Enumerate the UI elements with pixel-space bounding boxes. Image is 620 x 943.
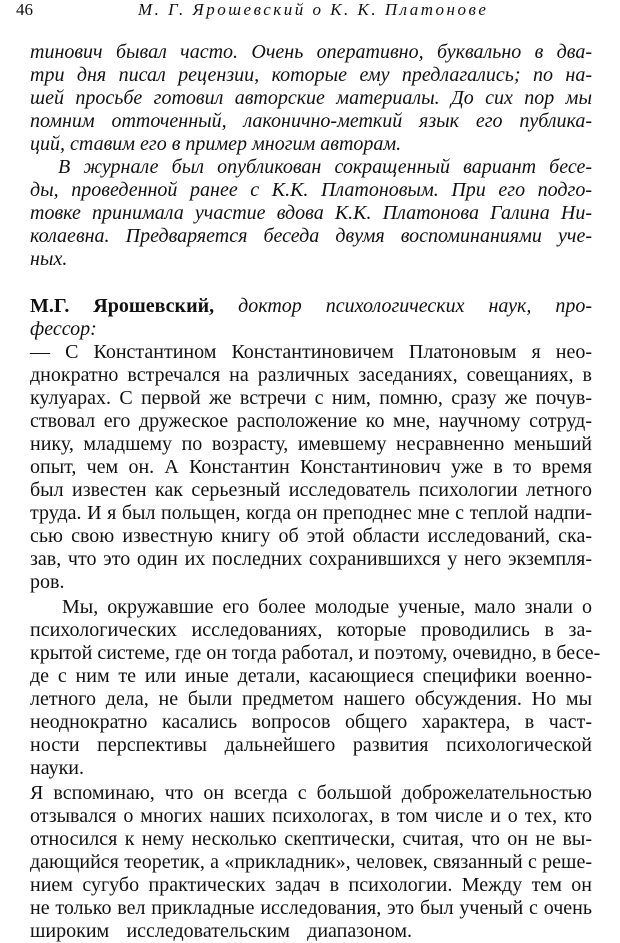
text-line: не только вел прикладные исследования, это был ученый с очень [30, 897, 592, 919]
page-number: 46 [16, 0, 33, 19]
text-line: ствовал его дружеское расположение ко мне, научному сотруд- [30, 410, 592, 432]
intro-line: В журнале был опубликован сокращенный вариант бесе- [58, 156, 592, 178]
text-line: кулуарах. С первой же встречи с ним, помню, сразу же почув- [30, 387, 592, 409]
intro-line: колаевна. Предваряется беседа двумя воспоминаниями уче- [30, 225, 592, 247]
text-line: отзывался о многих наших психологах, в том числе и о тех, кто [30, 805, 592, 827]
text-line: нику, младшему по возрасту, имевшему несравненно меньший [30, 433, 592, 455]
text-line: психологических исследованиях, которые проводились в за- [30, 619, 592, 641]
text-line: широким исследовательским диапазоном. [30, 920, 412, 942]
intro-line: помним отточенный, лаконично-меткий язык его публика- [30, 110, 592, 132]
text-line: зав, что это один их последних сохранившихся у него экземпля- [30, 548, 592, 570]
text-line: труда. И я был польщен, когда он преподнес мне с теплой надпи- [30, 502, 592, 524]
intro-line: три дня писал рецензии, которые ему предлагались; по на- [30, 64, 592, 86]
speaker-name: М.Г. Ярошевский, [30, 295, 215, 317]
text-line: де с ним те или иные детали, касающиеся специфики военно- [30, 665, 592, 687]
text-line: нием сугубо практических задач в психологии. Между тем он [30, 874, 592, 896]
text-line: летного дела, не были предметом нашего обсуждения. Но мы [30, 688, 592, 710]
text-line: днократно встречался на различных заседаниях, совещаниях, в [30, 364, 592, 386]
speaker-title-cont: фессор: [30, 318, 97, 340]
text-line: — С Константином Константиновичем Платоновым я нео- [30, 341, 592, 363]
text-line: Я вспоминаю, что он всегда с большой доброжелательностью [30, 782, 592, 804]
text-line: Мы, окружавшие его более молодые ученые, мало знали о [62, 596, 592, 618]
text-line: неоднократно касались вопросов общего характера, в част- [30, 711, 592, 733]
intro-line: тинович бывал часто. Очень оперативно, буквально в два- [30, 41, 592, 63]
intro-line: ды, проведенной ранее с К.К. Платоновым. При его подго- [30, 179, 592, 201]
text-line: науки. [30, 757, 84, 779]
intro-line: товке принимала участие вдова К.К. Платонова Галина Ни- [30, 202, 592, 224]
text-line: ров. [30, 571, 65, 593]
text-line: был известен как серьезный исследователь психологии летного [30, 479, 592, 501]
page-header [0, 0, 620, 22]
text-line: ности перспективы дальнейшего развития психологической [30, 734, 592, 756]
speaker-heading [30, 294, 592, 318]
text-line: сью свою известную книгу об этой области исследований, ска- [30, 525, 592, 547]
text-line: крытой системе, где он тогда работал, и поэтому, очевидно, в бесе- [30, 642, 601, 664]
speaker-title: доктор психологических наук, про- [238, 295, 592, 317]
text-line: относился к нему несколько скептически, считая, что он не вы- [30, 828, 592, 850]
intro-line: ных. [30, 248, 68, 270]
text-line: дающийся теоретик, а «прикладник», человек, связанный с реше- [30, 851, 592, 873]
text-line: опыт, чем он. А Константин Константинович уже в то время [30, 456, 592, 478]
intro-line: ций, ставим его в пример многим авторам. [30, 133, 402, 155]
running-title: М. Г. Ярошевский о К. К. Платонове [138, 0, 489, 19]
intro-line: шей просьбе готовил авторские материалы. До сих пор мы [30, 87, 592, 109]
